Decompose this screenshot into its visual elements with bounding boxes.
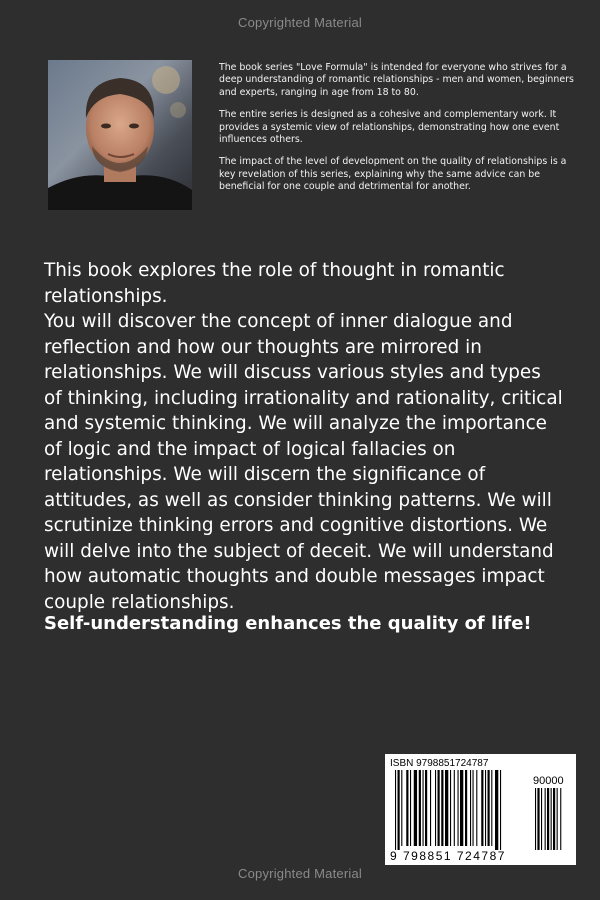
watermark-bottom: Copyrighted Material: [238, 866, 362, 881]
intro-paragraph-3: The impact of the level of development on the quality of relationships is a key revelation of this series, explaining why the same advice can be beneficial for one couple and detrimental for another.: [219, 156, 567, 193]
author-portrait-icon: [48, 60, 192, 210]
price-code: 90000: [533, 775, 564, 787]
author-photo: [48, 60, 192, 210]
watermark-top: Copyrighted Material: [238, 15, 362, 30]
intro-paragraph-1: The book series "Love Formula" is intended for everyone who strives for a deep understanding of romantic relationships - men and women, beginners and experts, ranging in age from 18 to 80.: [219, 62, 574, 98]
isbn-label: ISBN 9798851724787: [390, 758, 489, 769]
isbn-barcode: [385, 754, 576, 865]
intro-paragraph-2: The entire series is designed as a cohesive and complementary work. It provides a systemic view of relationships, demonstrating how one event influences others.: [219, 109, 560, 146]
isbn-digits: 9 798851 724787: [390, 849, 506, 863]
tagline: Self-understanding enhances the quality of life!: [44, 613, 532, 634]
book-description: This book explores the role of thought in romantic relationships. You will discover the concept of inner dialogue and reflection and how our thoughts are mirrored in relationships. We will discuss various styles and types of thinking, including irrationality and rationality, critical and systemic thinking. We will analyze the importance of logic and the impact of logical fallacies on relationships. We will discern the significance of attitudes, as well as consider thinking patterns. We will scrutinize thinking errors and cognitive distortions. We will delve into the subject of deceit. We will understand how automatic thoughts and double messages impact couple relationships.: [44, 260, 563, 613]
series-intro: [219, 62, 581, 204]
